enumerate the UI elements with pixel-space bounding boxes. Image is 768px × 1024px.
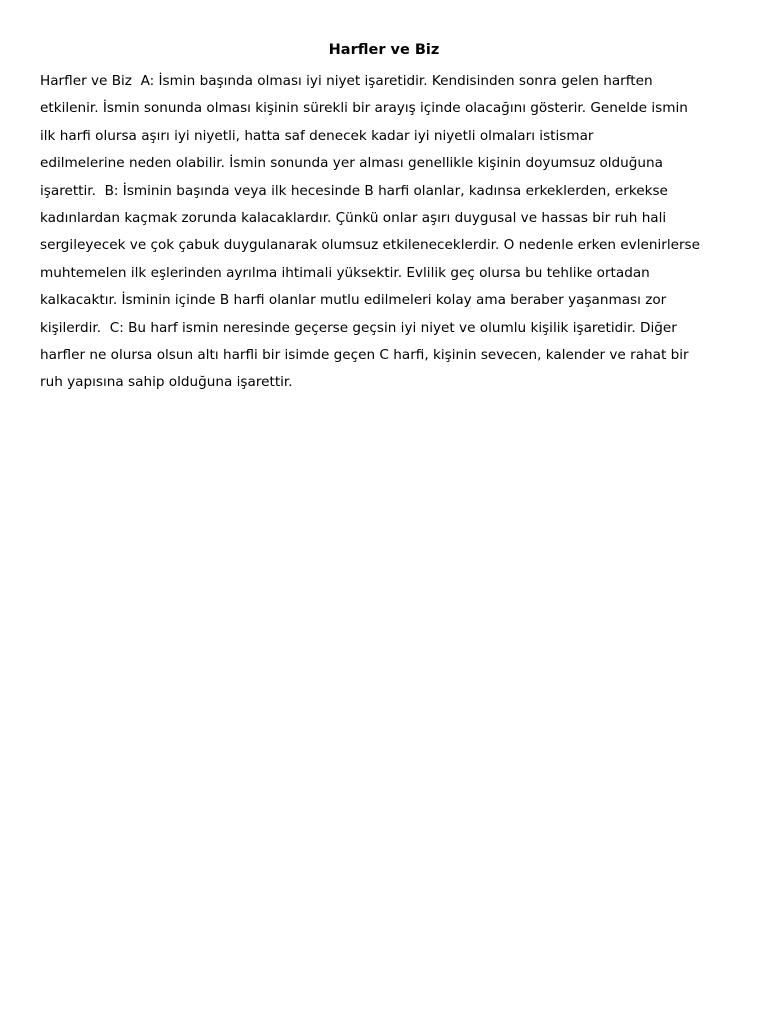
- document-body-paragraph: Harfler ve Biz A: İsmin başında olması iyi niyet işaretidir. Kendisinden sonra gelen harften etkilenir. İsmin sonunda olması kişinin sürekli bir arayış içinde olacağını gösterir. Genelde ismin ilk harfi olursa aşırı iyi niyetli, hatta saf denecek kadar iyi niyetli olmaları istismar edilmelerine neden olabilir. İsmin sonunda yer alması genellikle kişinin doyumsuz olduğuna işarettir. B: İsminin başında veya ilk hecesinde B harfi olanlar, kadınsa erkeklerden, erkekse kadınlardan kaçmak zorunda kalacaklardır. Çünkü onlar aşırı duygusal ve hassas bir ruh hali sergileyecek ve çok çabuk duygulanarak olumsuz etkileneceklerdir. O nedenle erken evlenirlerse muhtemelen ilk eşlerinden ayrılma ihtimali yüksektir. Evlilik geç olursa bu tehlike ortadan kalkacaktır. İsminin içinde B harfi olanlar mutlu edilmeleri kolay ama beraber yaşanması zor kişilerdir. C: Bu harf ismin neresinde geçerse geçsin iyi niyet ve olumlu kişilik işaretidir. Diğer harfler ne olursa olsun altı harfli bir isimde geçen C harfi, kişinin sevecen, kalender ve rahat bir ruh yapısına sahip olduğuna işarettir.: [40, 73, 700, 391]
- document-title: Harfler ve Biz: [328, 42, 440, 58]
